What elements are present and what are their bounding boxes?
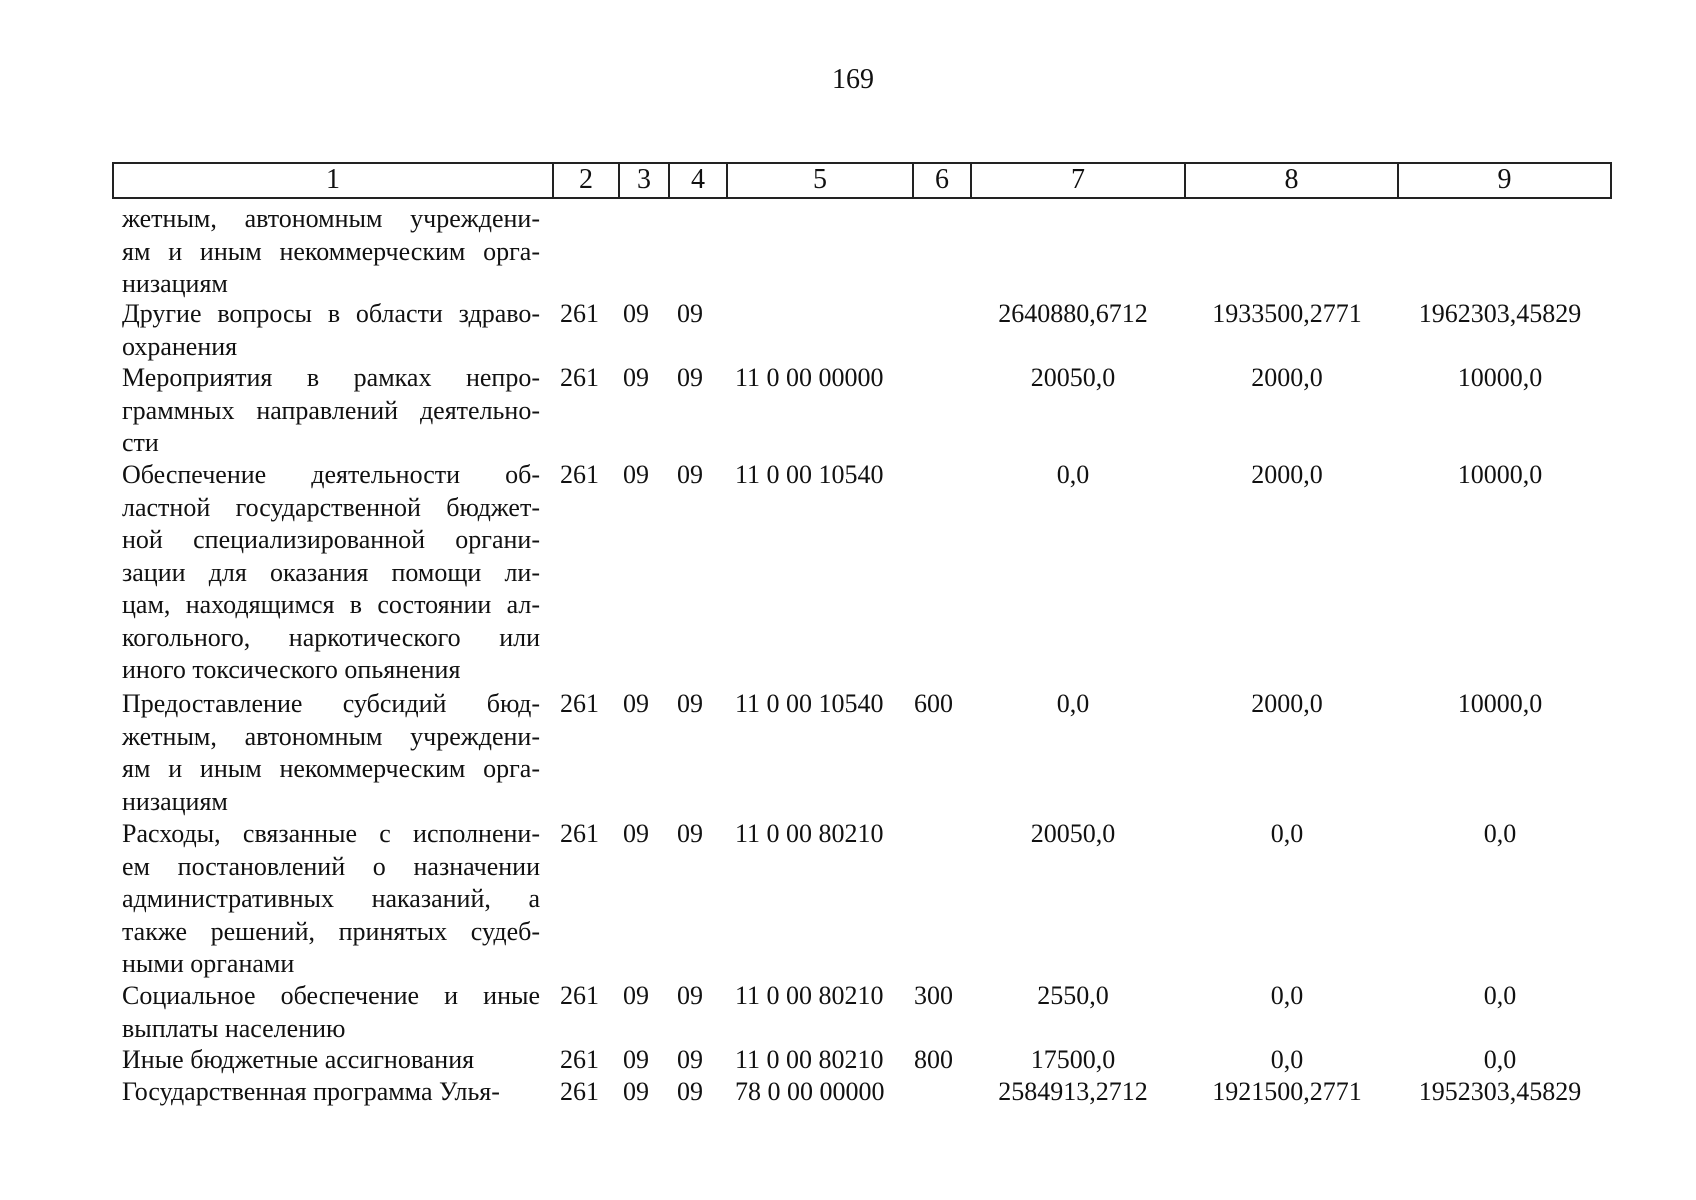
cell-col-9: 1952303,45829 <box>1418 1077 1582 1106</box>
header-cell-7: 7 <box>970 164 1184 197</box>
row-name <box>122 1044 540 1077</box>
cell-col-2: 261 <box>560 1045 599 1074</box>
cell-col-2: 261 <box>560 363 599 392</box>
cell-col-7: 2640880,6712 <box>998 299 1148 328</box>
cell-col-7: 0,0 <box>1056 460 1090 489</box>
cell-col-7: 2584913,2712 <box>998 1077 1148 1106</box>
cell-col-9: 0,0 <box>1483 981 1517 1010</box>
header-cell-3: 3 <box>618 164 668 197</box>
row-name-line: ной специализированной органи- <box>122 525 540 554</box>
header-cell-2: 2 <box>552 164 618 197</box>
cell-col-6: 800 <box>914 1045 953 1074</box>
cell-col-6: 600 <box>914 689 953 718</box>
row-name-line: низациям <box>122 269 228 298</box>
cell-col-8: 0,0 <box>1270 819 1304 848</box>
row-name <box>122 298 540 363</box>
cell-col-5: 11 0 00 80210 <box>735 819 884 848</box>
header-cell-8: 8 <box>1184 164 1397 197</box>
cell-col-9: 10000,0 <box>1457 689 1543 718</box>
cell-col-7: 20050,0 <box>1030 819 1116 848</box>
cell-col-2: 261 <box>560 819 599 848</box>
row-name-line: цам, находящимся в состоянии ал- <box>122 590 540 619</box>
row-name-line: низациям <box>122 786 228 816</box>
row-name <box>122 980 540 1045</box>
table-header <box>112 162 1612 199</box>
cell-col-5: 11 0 00 10540 <box>735 689 884 718</box>
cell-col-8: 1933500,2771 <box>1212 299 1362 328</box>
row-name-line: ем постановлений о назначении <box>122 851 540 881</box>
row-name-line: граммных направлений деятельно- <box>122 395 540 425</box>
row-name-line: жетным, автономным учреждени- <box>122 721 540 751</box>
cell-col-4: 09 <box>677 689 703 718</box>
cell-col-8: 1921500,2771 <box>1212 1077 1362 1106</box>
cell-col-2: 261 <box>560 1077 599 1106</box>
row-name-line: Другие вопросы в области здраво- <box>122 299 540 328</box>
cell-col-7: 17500,0 <box>1030 1045 1116 1074</box>
cell-col-7: 0,0 <box>1056 689 1090 718</box>
cell-col-7: 2550,0 <box>1037 981 1109 1010</box>
cell-col-4: 09 <box>677 819 703 848</box>
row-name-line: Обеспечение деятельности об- <box>122 460 540 489</box>
header-cell-6: 6 <box>912 164 970 197</box>
cell-col-4: 09 <box>677 1045 703 1074</box>
row-name <box>122 459 540 687</box>
header-cell-1: 1 <box>326 164 340 195</box>
row-name-line: Мероприятия в рамках непро- <box>122 363 540 392</box>
cell-col-8: 2000,0 <box>1251 460 1323 489</box>
cell-col-5: 11 0 00 80210 <box>735 981 884 1010</box>
cell-col-3: 09 <box>623 981 649 1010</box>
row-name-line: Социальное обеспечение и иные <box>122 981 540 1010</box>
cell-col-5: 11 0 00 80210 <box>735 1045 884 1074</box>
row-name-line: выплаты населению <box>122 1013 346 1043</box>
cell-col-3: 09 <box>623 460 649 489</box>
cell-col-3: 09 <box>623 819 649 848</box>
cell-col-4: 09 <box>677 460 703 489</box>
row-name-line: ям и иным некоммерческим орга- <box>122 754 540 783</box>
row-name-line: зации для оказания помощи ли- <box>122 557 540 587</box>
row-name-line: когольного, наркотического или <box>122 622 540 652</box>
cell-col-2: 261 <box>560 689 599 718</box>
cell-col-8: 2000,0 <box>1251 363 1323 392</box>
cell-col-2: 261 <box>560 460 599 489</box>
row-name-line: охранения <box>122 331 238 361</box>
cell-col-3: 09 <box>623 689 649 718</box>
cell-col-2: 261 <box>560 981 599 1010</box>
row-name-line: Иные бюджетные ассигнования <box>122 1045 475 1074</box>
cell-col-8: 0,0 <box>1270 1045 1304 1074</box>
cell-col-7: 20050,0 <box>1030 363 1116 392</box>
row-name <box>122 688 540 818</box>
cell-col-5: 11 0 00 10540 <box>735 460 884 489</box>
cell-col-3: 09 <box>623 1045 649 1074</box>
row-name-line: Государственная программа Улья- <box>122 1077 500 1106</box>
cell-col-4: 09 <box>677 1077 703 1106</box>
cell-col-4: 09 <box>677 981 703 1010</box>
row-name <box>122 203 540 301</box>
cell-col-9: 1962303,45829 <box>1418 299 1582 328</box>
cell-col-9: 10000,0 <box>1457 363 1543 392</box>
row-name-line: ными органами <box>122 949 295 978</box>
row-name <box>122 362 540 460</box>
cell-col-3: 09 <box>623 1077 649 1106</box>
row-name-line: Предоставление субсидий бюд- <box>122 689 540 718</box>
row-name-line: ластной государственной бюджет- <box>122 492 540 522</box>
cell-col-6: 300 <box>914 981 953 1010</box>
header-cell-5: 5 <box>726 164 912 197</box>
row-name <box>122 818 540 981</box>
cell-col-3: 09 <box>623 363 649 392</box>
row-name-line: жетным, автономным учреждени- <box>122 204 540 233</box>
row-name-line: также решений, принятых судеб- <box>122 916 540 946</box>
cell-col-3: 09 <box>623 299 649 328</box>
row-name-line: Расходы, связанные с исполнени- <box>122 819 540 848</box>
cell-col-4: 09 <box>677 363 703 392</box>
row-name-line: административных наказаний, а <box>122 884 540 913</box>
cell-col-8: 2000,0 <box>1251 689 1323 718</box>
row-name-line: сти <box>122 428 159 457</box>
header-cell-9: 9 <box>1397 164 1610 197</box>
cell-col-5: 11 0 00 00000 <box>735 363 884 392</box>
cell-col-8: 0,0 <box>1270 981 1304 1010</box>
cell-col-5: 78 0 00 00000 <box>735 1077 885 1106</box>
cell-col-9: 0,0 <box>1483 819 1517 848</box>
row-name <box>122 1076 540 1109</box>
row-name-line: ям и иным некоммерческим орга- <box>122 236 540 266</box>
cell-col-9: 0,0 <box>1483 1045 1517 1074</box>
row-name-line: иного токсического опьянения <box>122 655 461 684</box>
cell-col-2: 261 <box>560 299 599 328</box>
page-number: 169 <box>832 64 874 95</box>
cell-col-9: 10000,0 <box>1457 460 1543 489</box>
cell-col-4: 09 <box>677 299 703 328</box>
header-cell-4: 4 <box>668 164 726 197</box>
